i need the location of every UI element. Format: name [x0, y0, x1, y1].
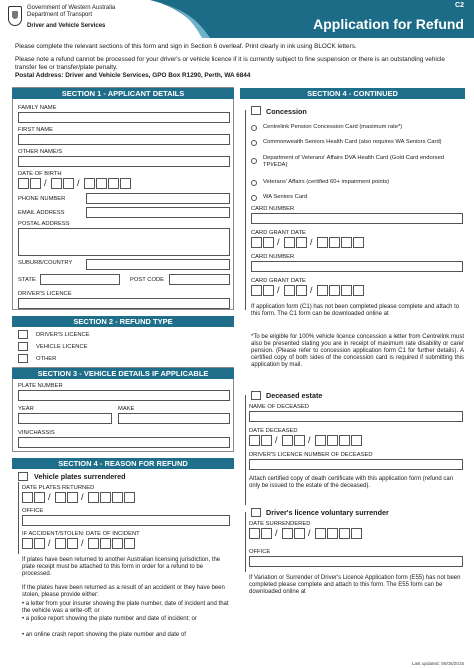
postal-address-label: POSTAL ADDRESS	[18, 221, 70, 227]
date-returned-year-2[interactable]	[100, 492, 111, 503]
concession-indent-line	[245, 110, 246, 310]
evidence-bullet: • a letter from your insurer showing the plate number, date of incident and that the vehicle was a write-off; or	[22, 601, 229, 614]
gov-line2: Department of Transport	[27, 12, 93, 18]
date-incident-day-2[interactable]	[34, 538, 45, 549]
make-field[interactable]	[118, 413, 230, 424]
date-incident-month-1[interactable]	[55, 538, 66, 549]
deceased-indent-line	[245, 395, 246, 505]
date-surrendered-year-1[interactable]	[315, 528, 326, 539]
grant-date-day-1[interactable]	[251, 237, 262, 248]
grant-date-year-1[interactable]	[317, 237, 328, 248]
concession-option: Department of Veterans' Affairs DVA Health Card (Gold Card endorsed TPI/EDA)	[263, 155, 445, 168]
email-field[interactable]	[86, 207, 230, 218]
date-separator: /	[277, 237, 280, 247]
gov-line3: Driver and Vehicle Services	[27, 23, 106, 29]
vin-field[interactable]	[18, 437, 230, 448]
date-deceased-year-1[interactable]	[315, 435, 326, 446]
date-surrendered-label: DATE SURRENDERED	[249, 521, 311, 527]
concession-radio-seniors-health[interactable]	[251, 140, 257, 146]
date-separator: /	[81, 492, 84, 502]
refund-type-option: OTHER	[36, 356, 57, 362]
date-surrendered-day-2[interactable]	[261, 528, 272, 539]
date-deceased-year-4[interactable]	[351, 435, 362, 446]
date-separator: /	[48, 538, 51, 548]
first-name-label: FIRST NAME	[18, 127, 53, 133]
plates-indent-line	[18, 482, 19, 554]
date-surrendered-year-2[interactable]	[327, 528, 338, 539]
date-incident-month-2[interactable]	[67, 538, 78, 549]
date-deceased-day-2[interactable]	[261, 435, 272, 446]
grant-date-2-month-2[interactable]	[296, 285, 307, 296]
e55-form-note: If Variation or Surrender of Driver's Licence Application form (E55) has not been completed please complete and attach to this form. The E55 form can be downloaded online at	[249, 575, 461, 595]
concession-option: Centrelink Pension Concession Card (maximum rate*)	[263, 124, 403, 130]
date-separator: /	[81, 538, 84, 548]
make-label: MAKE	[118, 406, 135, 412]
plates-surrendered-label: Vehicle plates surrendered	[34, 472, 126, 481]
deceased-licence-label: DRIVER'S LICENCE NUMBER OF DECEASED	[249, 452, 373, 458]
phone-label: PHONE NUMBER	[18, 196, 66, 202]
grant-date-year-3[interactable]	[341, 237, 352, 248]
date-separator: /	[48, 492, 51, 502]
card-number-label-2: CARD NUMBER	[251, 254, 295, 260]
phone-field[interactable]	[86, 193, 230, 204]
deceased-estate-label: Deceased estate	[266, 391, 323, 400]
family-name-field[interactable]	[18, 112, 230, 123]
grant-date-2-day-1[interactable]	[251, 285, 262, 296]
vin-label: VIN/CHASSIS	[18, 430, 55, 436]
card-number-field-2[interactable]	[251, 261, 463, 272]
section3-title: SECTION 3 - VEHICLE DETAILS IF APPLICABLE	[12, 368, 234, 379]
dob-month-2[interactable]	[63, 178, 74, 189]
postal-address: Postal Address: Driver and Vehicle Services, GPO Box R1290, Perth, WA 6844	[15, 72, 251, 79]
voluntary-surrender-checkbox[interactable]	[251, 508, 261, 517]
concession-radio-dva[interactable]	[251, 158, 257, 164]
plates-surrendered-checkbox[interactable]	[18, 472, 28, 481]
date-incident-year-2[interactable]	[100, 538, 111, 549]
drivers-licence-field[interactable]	[18, 298, 230, 309]
section1-title: SECTION 1 - APPLICANT DETAILS	[12, 88, 234, 99]
card-grant-date-label-2: CARD GRANT DATE	[251, 278, 306, 284]
post-code-label: POST CODE	[130, 277, 165, 283]
office-label: OFFICE	[22, 508, 44, 514]
concession-option: Veterans' Affairs (certified 60+ impairment points)	[263, 179, 390, 185]
intro-note: Please note a refund cannot be processed for your driver's or vehicle licence if it is currently subject to fine suspension or there is an outstanding vehicle transfer fee or transfer/plate penalty.	[15, 56, 445, 71]
date-surrendered-month-1[interactable]	[282, 528, 293, 539]
refund-type-drivers-licence-checkbox[interactable]	[18, 330, 28, 339]
concession-option: Commonwealth Seniors Health Card (also requires WA Seniors Card)	[263, 139, 442, 145]
postal-address-field[interactable]	[18, 228, 230, 256]
office-field[interactable]	[22, 515, 230, 526]
date-returned-year-3[interactable]	[112, 492, 123, 503]
dob-year-4[interactable]	[120, 178, 131, 189]
deceased-estate-checkbox[interactable]	[251, 391, 261, 400]
dob-year-3[interactable]	[108, 178, 119, 189]
refund-type-vehicle-licence-checkbox[interactable]	[18, 342, 28, 351]
date-returned-month-2[interactable]	[67, 492, 78, 503]
grant-date-2-day-2[interactable]	[263, 285, 274, 296]
date-separator: /	[275, 528, 278, 538]
card-grant-date-label: CARD GRANT DATE	[251, 230, 306, 236]
drivers-licence-label: DRIVER'S LICENCE	[18, 291, 72, 297]
date-separator: /	[310, 237, 313, 247]
grant-date-year-2[interactable]	[329, 237, 340, 248]
suburb-field[interactable]	[86, 259, 230, 270]
surrender-office-field[interactable]	[249, 556, 463, 567]
date-surrendered-day-1[interactable]	[249, 528, 260, 539]
other-names-field[interactable]	[18, 156, 230, 167]
refund-type-option: VEHICLE LICENCE	[36, 344, 88, 350]
plate-number-label: PLATE NUMBER	[18, 383, 63, 389]
refund-type-option: DRIVER'S LICENCE	[36, 332, 90, 338]
grant-date-2-year-2[interactable]	[329, 285, 340, 296]
date-incident-day-1[interactable]	[22, 538, 33, 549]
date-deceased-day-1[interactable]	[249, 435, 260, 446]
date-deceased-month-1[interactable]	[282, 435, 293, 446]
evidence-bullet: • a police report showing the plate number and date of incident; or	[22, 616, 197, 622]
form-header	[0, 0, 474, 38]
dob-separator: /	[77, 178, 80, 188]
date-separator: /	[275, 435, 278, 445]
date-surrendered-month-2[interactable]	[294, 528, 305, 539]
date-separator: /	[277, 285, 280, 295]
date-surrendered-year-4[interactable]	[351, 528, 362, 539]
dob-day-2[interactable]	[30, 178, 41, 189]
date-incident-year-4[interactable]	[124, 538, 135, 549]
date-separator: /	[308, 528, 311, 538]
date-deceased-month-2[interactable]	[294, 435, 305, 446]
grant-date-2-year-1[interactable]	[317, 285, 328, 296]
date-separator: /	[308, 435, 311, 445]
death-certificate-note: Attach certified copy of death certificate with this application form (refund can only be issued to the estate of the deceased).	[249, 476, 454, 489]
concession-option: WA Seniors Card	[263, 194, 308, 200]
grant-date-month-1[interactable]	[284, 237, 295, 248]
first-name-field[interactable]	[18, 134, 230, 145]
grant-date-year-4[interactable]	[353, 237, 364, 248]
dob-month-1[interactable]	[51, 178, 62, 189]
date-incident-year-1[interactable]	[88, 538, 99, 549]
email-label: EMAIL ADDRESS	[18, 210, 65, 216]
gov-line1: Government of Western Australia	[27, 5, 116, 11]
state-label: STATE	[18, 277, 36, 283]
card-number-label: CARD NUMBER	[251, 206, 295, 212]
date-deceased-label: DATE DECEASED	[249, 428, 298, 434]
year-field[interactable]	[18, 413, 112, 424]
date-returned-day-1[interactable]	[22, 492, 33, 503]
date-returned-year-1[interactable]	[88, 492, 99, 503]
date-separator: /	[310, 285, 313, 295]
wa-crest-icon	[8, 6, 22, 26]
header-gov-block	[0, 0, 170, 38]
date-deceased-year-3[interactable]	[339, 435, 350, 446]
dob-year-1[interactable]	[84, 178, 95, 189]
date-incident-label: IF ACCIDENT/STOLEN: DATE OF INCIDENT	[22, 531, 140, 537]
intro-instructions: Please complete the relevant sections of this form and sign in Section 6 overleaf. Print clearly in ink using BLOCK letters.	[15, 43, 357, 50]
section4-continued-title: SECTION 4 - CONTINUED	[240, 88, 465, 99]
date-returned-year-4[interactable]	[124, 492, 135, 503]
family-name-label: FAMILY NAME	[18, 105, 57, 111]
surrender-office-label: OFFICE	[249, 549, 271, 555]
plate-number-field[interactable]	[18, 390, 230, 401]
page-title: Application for Refund	[313, 16, 464, 32]
dob-separator: /	[44, 178, 47, 188]
grant-date-2-month-1[interactable]	[284, 285, 295, 296]
concession-label: Concession	[266, 107, 307, 116]
concession-radio-wa-seniors[interactable]	[251, 195, 257, 201]
grant-date-2-year-3[interactable]	[341, 285, 352, 296]
dob-year-2[interactable]	[96, 178, 107, 189]
card-number-field[interactable]	[251, 213, 463, 224]
date-returned-label: DATE PLATES RETURNED	[22, 485, 95, 491]
name-of-deceased-label: NAME OF DECEASED	[249, 404, 309, 410]
concession-checkbox[interactable]	[251, 106, 261, 115]
date-incident-year-3[interactable]	[112, 538, 123, 549]
year-label: YEAR	[18, 406, 34, 412]
last-updated: Last updated: 05/05/2016	[411, 661, 464, 666]
grant-date-2-year-4[interactable]	[353, 285, 364, 296]
refund-type-other-checkbox[interactable]	[18, 354, 28, 363]
section4-title: SECTION 4 - REASON FOR REFUND	[12, 458, 234, 469]
post-code-field[interactable]	[169, 274, 230, 285]
date-returned-day-2[interactable]	[34, 492, 45, 503]
date-deceased-year-2[interactable]	[327, 435, 338, 446]
voluntary-indent-line	[245, 512, 246, 572]
evidence-bullet: • an online crash report showing the plate number and date of	[22, 632, 186, 638]
accident-stolen-note: If the plates have been returned as a result of an accident or they have been stolen, please provide either:	[22, 585, 225, 598]
date-returned-month-1[interactable]	[55, 492, 66, 503]
date-surrendered-year-3[interactable]	[339, 528, 350, 539]
suburb-label: SUBURB/COUNTRY	[18, 260, 73, 266]
form-code: C2	[455, 2, 464, 9]
voluntary-surrender-label: Driver's licence voluntary surrender	[266, 508, 389, 517]
other-names-label: OTHER NAME/S	[18, 149, 63, 155]
eligibility-note: *To be eligible for 100% vehicle licence concession a letter from Centrelink must also be presented stating you are in receipt of maximum rate disability or carer pension. (Please refer to concession application form C1 for further details). A certified copy of both sides of the concession card is required if submitting this application by mail.	[251, 334, 464, 368]
concession-radio-veterans[interactable]	[251, 180, 257, 186]
name-of-deceased-field[interactable]	[249, 411, 463, 422]
state-field[interactable]	[40, 274, 120, 285]
deceased-licence-field[interactable]	[249, 459, 463, 470]
dob-day-1[interactable]	[18, 178, 29, 189]
section2-title: SECTION 2 - REFUND TYPE	[12, 316, 234, 327]
dob-label: DATE OF BIRTH	[18, 171, 62, 177]
grant-date-day-2[interactable]	[263, 237, 274, 248]
c1-form-note: If application form (C1) has not been completed please complete and attach to this form. The C1 form can be downloaded online at	[251, 304, 460, 317]
concession-radio-pension[interactable]	[251, 125, 257, 131]
grant-date-month-2[interactable]	[296, 237, 307, 248]
interstate-plates-note: If plates have been returned to another Australian licensing jurisdiction, the plate receipt must be attached to this form in order for a refund to be processed.	[22, 557, 221, 577]
